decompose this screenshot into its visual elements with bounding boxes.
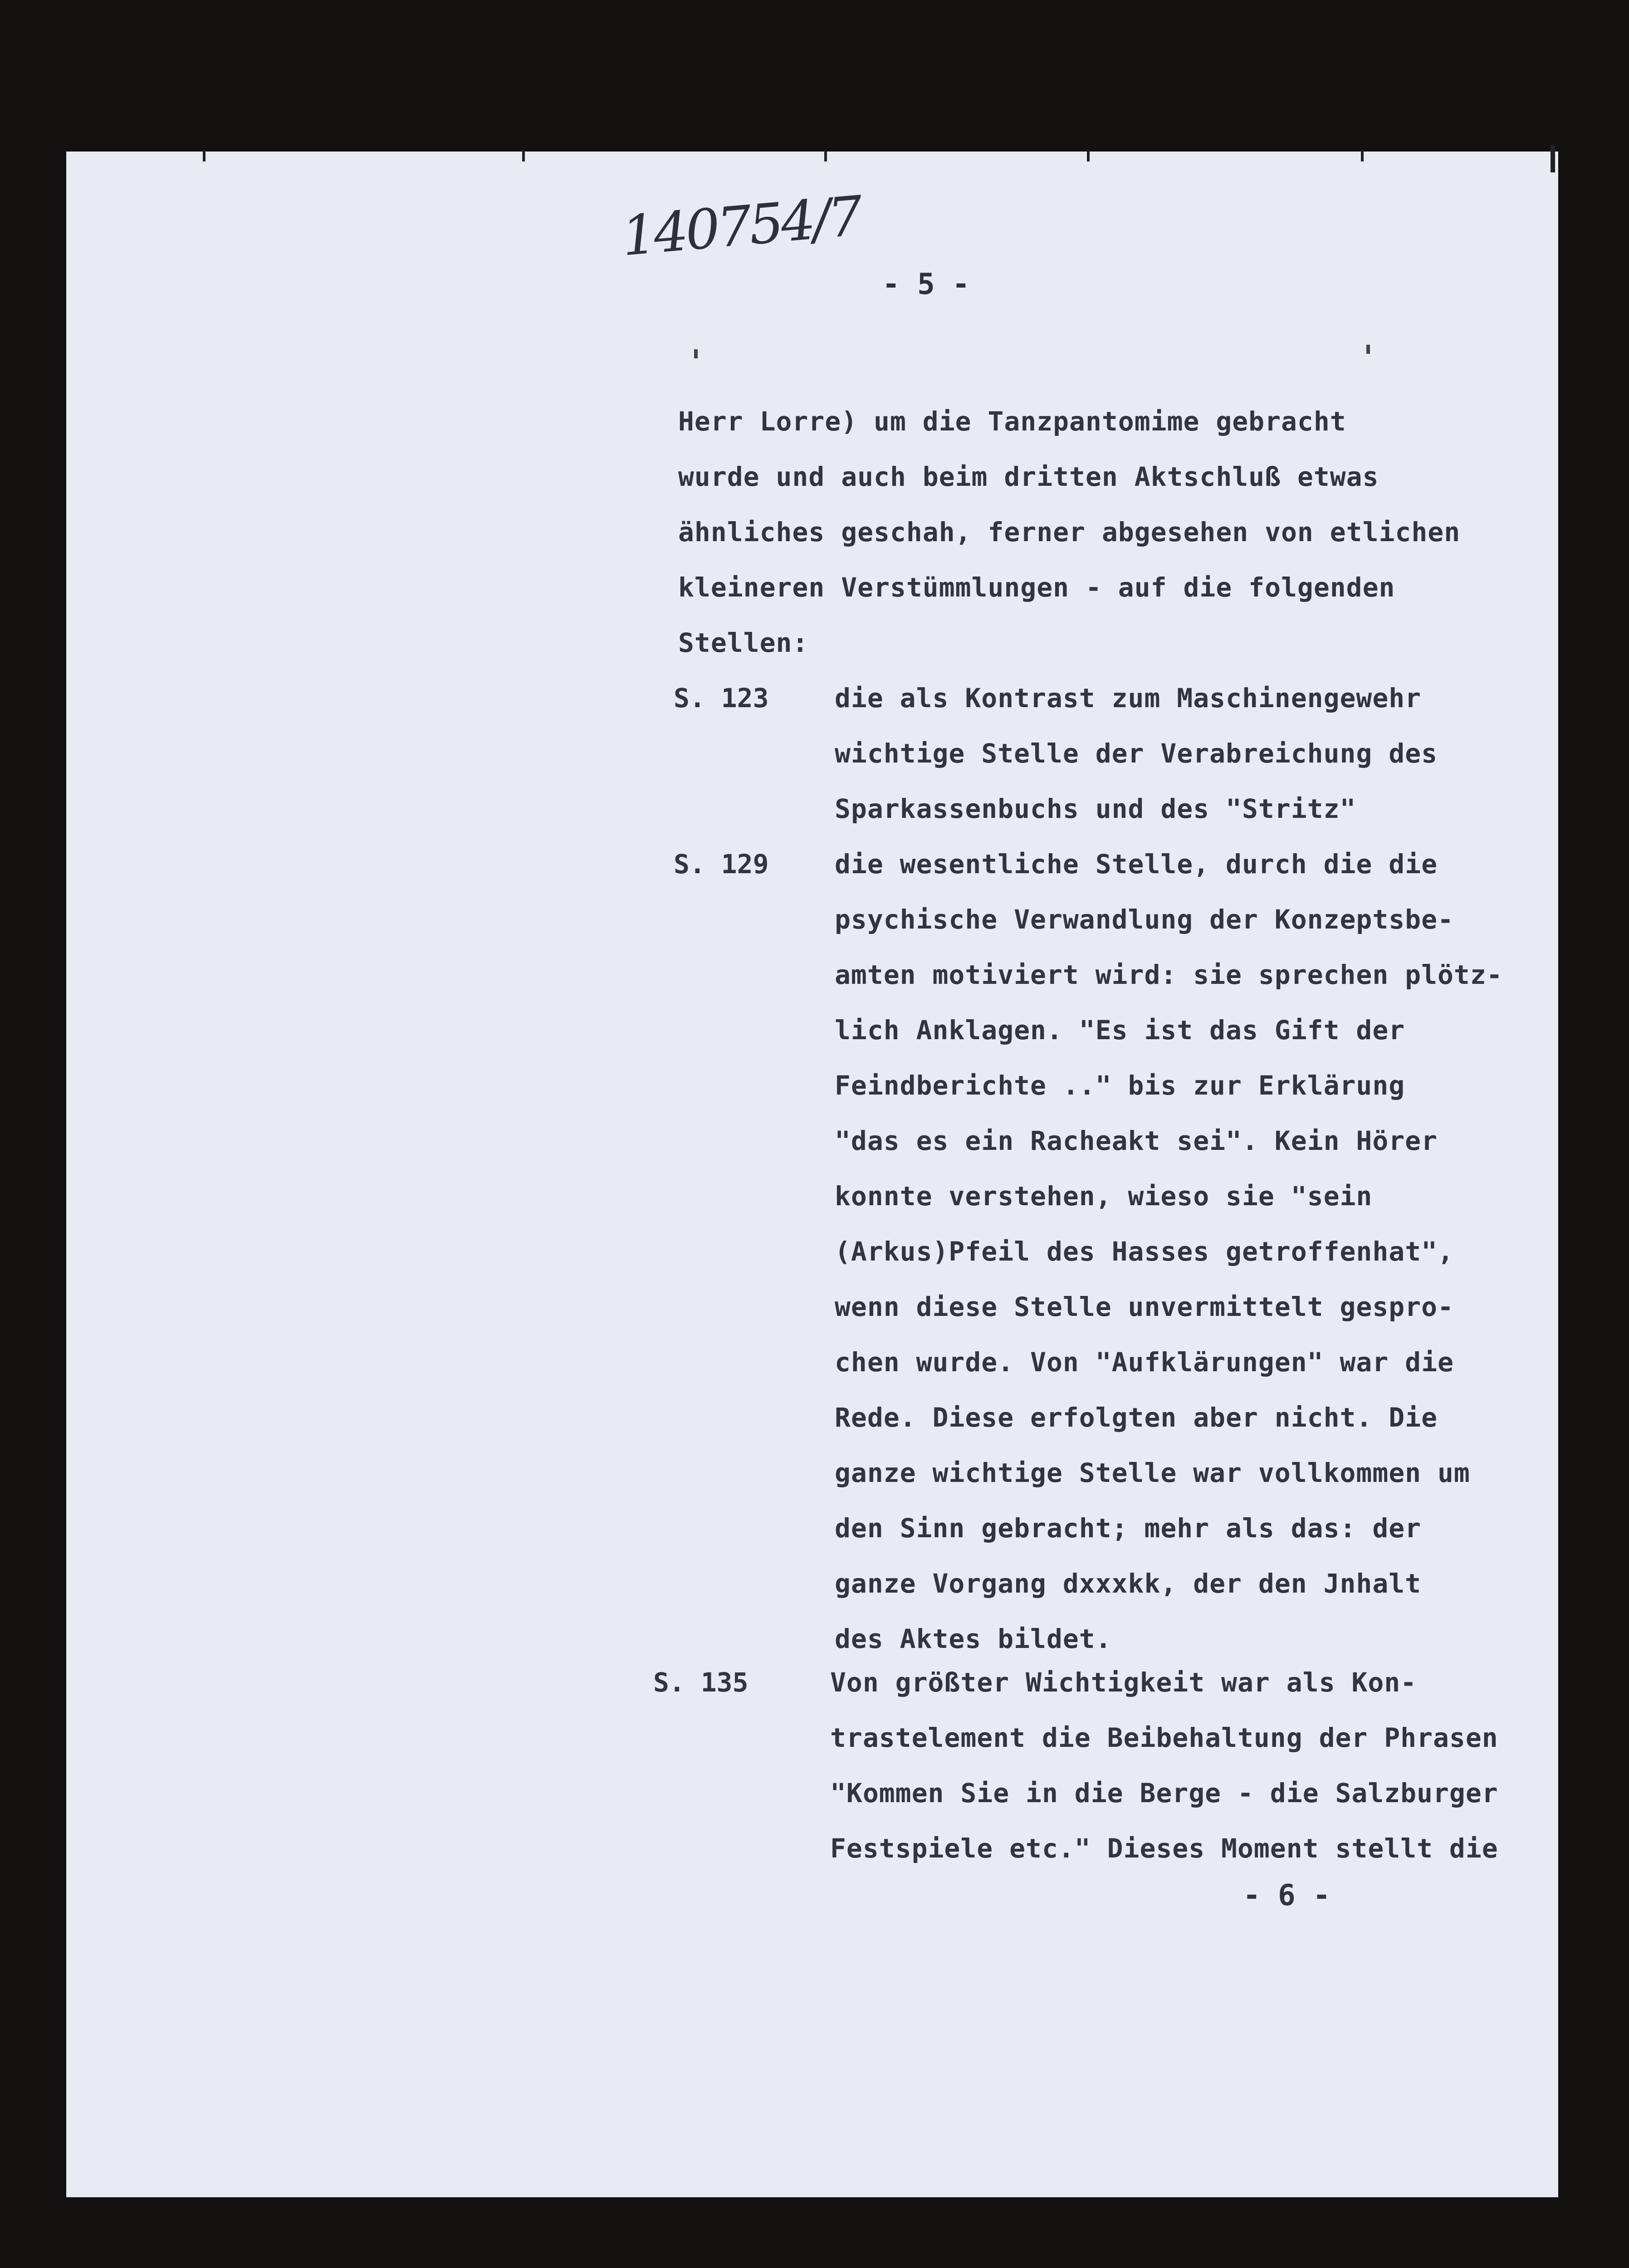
punch-mark [1366, 345, 1370, 354]
section-text [835, 836, 1503, 1667]
text-line: "Kommen Sie in die Berge - die Salzburger [830, 1778, 1498, 1809]
text-line: (Arkus)Pfeil des Hasses getroffenhat", [835, 1236, 1454, 1267]
text-line: chen wurde. Von "Aufklärungen" war die [835, 1347, 1454, 1378]
text-line: wurde und auch beim dritten Aktschluß etwas [678, 461, 1379, 492]
text-line: Sparkassenbuchs und des "Stritz" [835, 793, 1356, 824]
section-label: S. 129 [674, 849, 769, 880]
text-line: Stellen: [678, 627, 809, 658]
text-line: konnte verstehen, wieso sie "sein [835, 1181, 1373, 1212]
section-text [830, 1655, 1498, 1876]
page-number: - 5 - [882, 268, 970, 301]
text-line: ganze wichtige Stelle war vollkommen um [835, 1457, 1470, 1488]
text-line: Rede. Diese erfolgten aber nicht. Die [835, 1402, 1438, 1433]
text-line: kleineren Verstümmlungen - auf die folgenden [678, 572, 1395, 603]
margin-mark [824, 150, 827, 161]
margin-mark [1361, 150, 1364, 161]
margin-mark [1087, 150, 1090, 161]
intro-paragraph [678, 394, 1460, 670]
text-line: Festspiele etc." Dieses Moment stellt die [830, 1833, 1498, 1864]
text-line: "das es ein Racheakt sei". Kein Hörer [835, 1125, 1438, 1156]
text-line: des Aktes bildet. [835, 1623, 1112, 1654]
section-label: S. 123 [674, 683, 769, 714]
text-line: Von größter Wichtigkeit war als Kon- [830, 1667, 1417, 1698]
text-line: Herr Lorre) um die Tanzpantomime gebracht [678, 406, 1346, 437]
next-page-marker: - 6 - [1243, 1879, 1331, 1912]
scan-border [0, 2197, 1629, 2268]
section-text [835, 670, 1438, 836]
text-line: lich Anklagen. "Es ist das Gift der [835, 1015, 1405, 1046]
text-line: amten motiviert wird: sie sprechen plötz- [835, 959, 1503, 990]
section-label: S. 135 [653, 1667, 748, 1698]
text-line: die wesentliche Stelle, durch die die [835, 849, 1438, 880]
text-line: ähnliches geschah, ferner abgesehen von etlichen [678, 517, 1461, 547]
text-line: psychische Verwandlung der Konzeptsbe- [835, 904, 1454, 935]
text-line: wenn diese Stelle unvermittelt gespro- [835, 1291, 1454, 1322]
text-line: Feindberichte .." bis zur Erklärung [835, 1070, 1405, 1101]
handwritten-reference: 140754/7 [619, 185, 863, 269]
text-line: ganze Vorgang dxxxkk, der den Jnhalt [835, 1568, 1422, 1599]
text-line: die als Kontrast zum Maschinengewehr [835, 683, 1422, 714]
margin-mark [1551, 145, 1555, 172]
margin-mark [203, 150, 205, 161]
margin-mark [522, 150, 525, 161]
text-line: wichtige Stelle der Verabreichung des [835, 738, 1438, 769]
punch-mark [694, 349, 698, 358]
text-line: trastelement die Beibehaltung der Phrasen [830, 1722, 1498, 1753]
text-line: den Sinn gebracht; mehr als das: der [835, 1513, 1422, 1544]
